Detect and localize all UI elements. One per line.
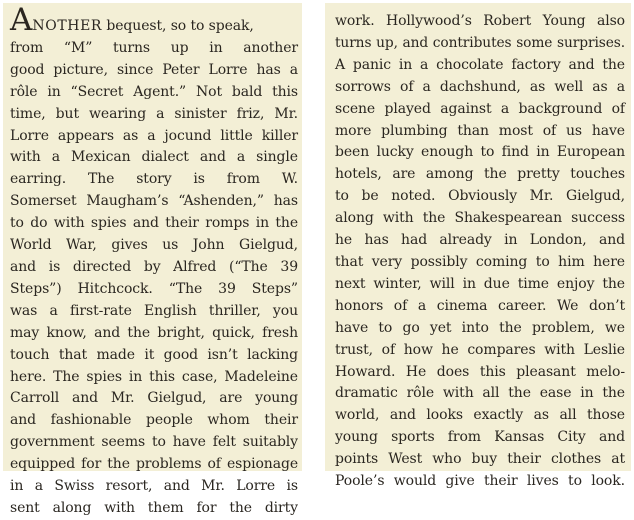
left-column	[3, 2, 302, 516]
text-line: Carroll and Mr. Gielgud, are young	[10, 390, 298, 407]
text-line: sent along with them for the dirty	[10, 499, 298, 516]
text-line: may know, and the bright, quick, fresh	[10, 324, 298, 341]
lead-caps: NOTHER	[32, 18, 103, 34]
text-line: dramatic rôle with all the ease in the	[335, 385, 625, 402]
text-line: from “M” turns up in another	[10, 39, 298, 56]
text-line: was a first-rate English thriller, you	[10, 302, 298, 319]
text-line: government seems to have felt suitably	[10, 434, 298, 451]
first-line-rest: bequest, so to speak,	[102, 18, 254, 34]
right-column	[325, 3, 631, 490]
text-line: in a Swiss resort, and Mr. Lorre is	[10, 478, 298, 495]
text-line: time, but wearing a sinister friz, Mr.	[10, 105, 298, 122]
left-column-text	[10, 2, 298, 520]
text-line: earring. The story is from W.	[10, 171, 298, 188]
text-line: good picture, since Peter Lorre has a	[10, 61, 298, 78]
text-line: trust, of how he compares with Leslie	[335, 341, 625, 358]
text-line: more plumbing than most of us have	[335, 122, 625, 139]
text-line: Somerset Maugham’s “Ashenden,” has	[10, 193, 298, 210]
text-line: turns up, and contributes some surprises.	[335, 34, 625, 51]
text-line: Lorre appears as a jocund little killer	[10, 127, 298, 144]
text-line: scene played against a background of	[335, 100, 625, 117]
text-line: and fashionable people whom their	[10, 412, 298, 429]
text-line: Howard. He does this pleasant melo-	[335, 363, 625, 380]
text-line: Steps”) Hitchcock. “The 39 Steps”	[10, 280, 298, 297]
text-line: world, and looks exactly as all those	[335, 407, 625, 424]
text-line: sorrows of a dachshund, as well as a	[335, 78, 625, 95]
text-line: he has had already in London, and	[335, 232, 625, 249]
text-line: honors of a cinema career. We don’t	[335, 297, 625, 314]
text-line: work. Hollywood’s Robert Young also	[335, 13, 625, 29]
text-line: to do with spies and their romps in the	[10, 215, 298, 232]
text-line: and is directed by Alfred (“The 39	[10, 258, 298, 275]
text-line: along with the Shakespearean success	[335, 210, 625, 227]
text-line: next winter, will in due time enjoy the	[335, 275, 625, 292]
text-line: hotels, are among the pretty touches	[335, 166, 625, 183]
text-line: have to go yet into the problem, we	[335, 319, 625, 336]
text-line: to be noted. Obviously Mr. Gielgud,	[335, 188, 625, 205]
text-line: with a Mexican dialect and a single	[10, 149, 298, 166]
text-line: touch that made it good isn’t lacking	[10, 346, 298, 363]
text-line: been lucky enough to find in European	[335, 144, 625, 161]
right-column-text	[335, 11, 625, 493]
text-line: equipped for the problems of espionage	[10, 456, 298, 473]
text-line: here. The spies in this case, Madeleine	[10, 368, 298, 385]
text-line: A panic in a chocolate factory and the	[335, 56, 625, 73]
drop-cap: A	[10, 2, 33, 38]
first-line	[10, 2, 298, 38]
text-line: rôle in “Secret Agent.” Not bald this	[10, 83, 298, 100]
text-line: that very possibly coming to him here	[335, 253, 625, 270]
text-line: points West who buy their clothes at	[335, 451, 625, 468]
text-line: young sports from Kansas City and	[335, 429, 625, 446]
text-line: World War, gives us John Gielgud,	[10, 237, 298, 254]
text-line: Poole’s would give their lives to look.	[335, 473, 625, 490]
